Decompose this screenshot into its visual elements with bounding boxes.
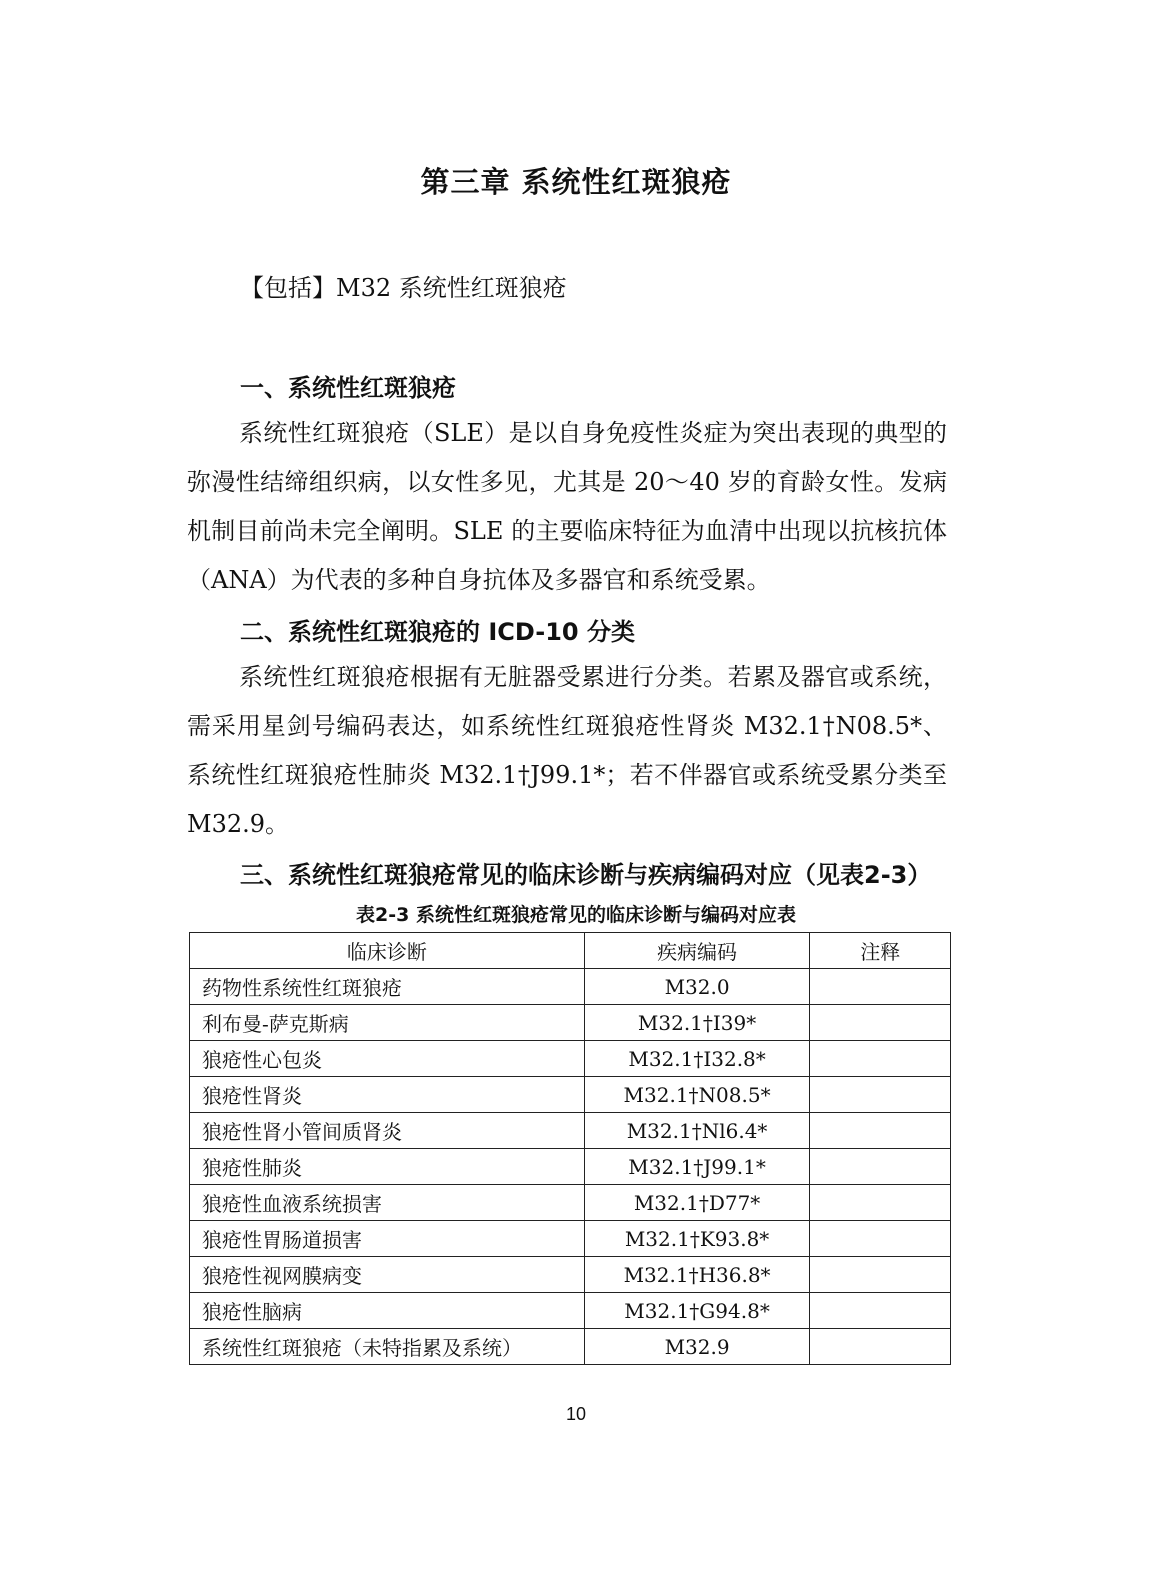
diagnosis-cell: 狼疮性胃肠道损害 [190,1221,585,1257]
diagnosis-cell: 系统性红斑狼疮（未特指累及系统） [190,1329,585,1365]
table-header-row [190,933,951,969]
diagnosis-cell: 狼疮性肾炎 [190,1077,585,1113]
diagnosis-cell: 狼疮性心包炎 [190,1041,585,1077]
note-cell [810,1221,951,1257]
section-heading-1: 一、系统性红斑狼疮 [240,374,456,402]
code-cell: M32.1†G94.8* [584,1293,810,1329]
section-heading-2: 二、系统性红斑狼疮的 ICD-10 分类 [240,618,635,646]
note-cell [810,1005,951,1041]
note-cell [810,1149,951,1185]
diagnosis-cell: 利布曼-萨克斯病 [190,1005,585,1041]
table-row [190,1005,951,1041]
table-row [190,1041,951,1077]
note-cell [810,1257,951,1293]
table-row [190,969,951,1005]
header-disease-code: 疾病编码 [584,933,810,969]
table-row [190,1185,951,1221]
code-cell: M32.1†N08.5* [584,1077,810,1113]
table-row [190,1293,951,1329]
note-cell [810,1293,951,1329]
header-clinical-diagnosis: 临床诊断 [190,933,585,969]
table-row [190,1257,951,1293]
chapter-title: 第三章 系统性红斑狼疮 [420,165,732,199]
note-cell [810,1113,951,1149]
note-cell [810,1329,951,1365]
note-cell [810,1077,951,1113]
code-cell: M32.1†D77* [584,1185,810,1221]
page-number: 10 [565,1404,587,1424]
table-row [190,1221,951,1257]
table-row [190,1113,951,1149]
code-cell: M32.1†K93.8* [584,1221,810,1257]
diagnosis-cell: 狼疮性肾小管间质肾炎 [190,1113,585,1149]
code-cell: M32.1†Nl6.4* [584,1113,810,1149]
table-row [190,1329,951,1365]
note-cell [810,1041,951,1077]
code-cell: M32.0 [584,969,810,1005]
diagnosis-cell: 狼疮性脑病 [190,1293,585,1329]
table-caption: 表2-3 系统性红斑狼疮常见的临床诊断与编码对应表 [356,904,796,926]
diagnosis-cell: 狼疮性血液系统损害 [190,1185,585,1221]
includes-line: 【包括】M32 系统性红斑狼疮 [240,274,567,302]
diagnosis-cell: 狼疮性视网膜病变 [190,1257,585,1293]
table-row [190,1149,951,1185]
table-row [190,1077,951,1113]
section-paragraph-1: 系统性红斑狼疮（SLE）是以自身免疫性炎症为突出表现的典型的弥漫性结缔组织病，以女性多见，尤其是 20～40 岁的育龄女性。发病机制目前尚未完全阐明。SLE 的主要临床特征为血清中出现以抗核抗体（ANA）为代表的多种自身抗体及多器官和系统受累。 [187,419,947,594]
code-cell: M32.9 [584,1329,810,1365]
header-notes: 注释 [810,933,951,969]
diagnosis-code-table [189,932,951,1365]
diagnosis-cell: 药物性系统性红斑狼疮 [190,969,585,1005]
section-paragraph-2: 系统性红斑狼疮根据有无脏器受累进行分类。若累及器官或系统，需采用星剑号编码表达，如系统性红斑狼疮性肾炎 M32.1†N08.5*、系统性红斑狼疮性肺炎 M32.1†J99.1*；若不伴器官或系统受累分类至 M32.9。 [187,663,947,838]
note-cell [810,1185,951,1221]
code-cell: M32.1†I39* [584,1005,810,1041]
note-cell [810,969,951,1005]
code-cell: M32.1†J99.1* [584,1149,810,1185]
section-heading-3: 三、系统性红斑狼疮常见的临床诊断与疾病编码对应（见表2-3） [240,861,932,889]
code-cell: M32.1†I32.8* [584,1041,810,1077]
diagnosis-cell: 狼疮性肺炎 [190,1149,585,1185]
code-cell: M32.1†H36.8* [584,1257,810,1293]
